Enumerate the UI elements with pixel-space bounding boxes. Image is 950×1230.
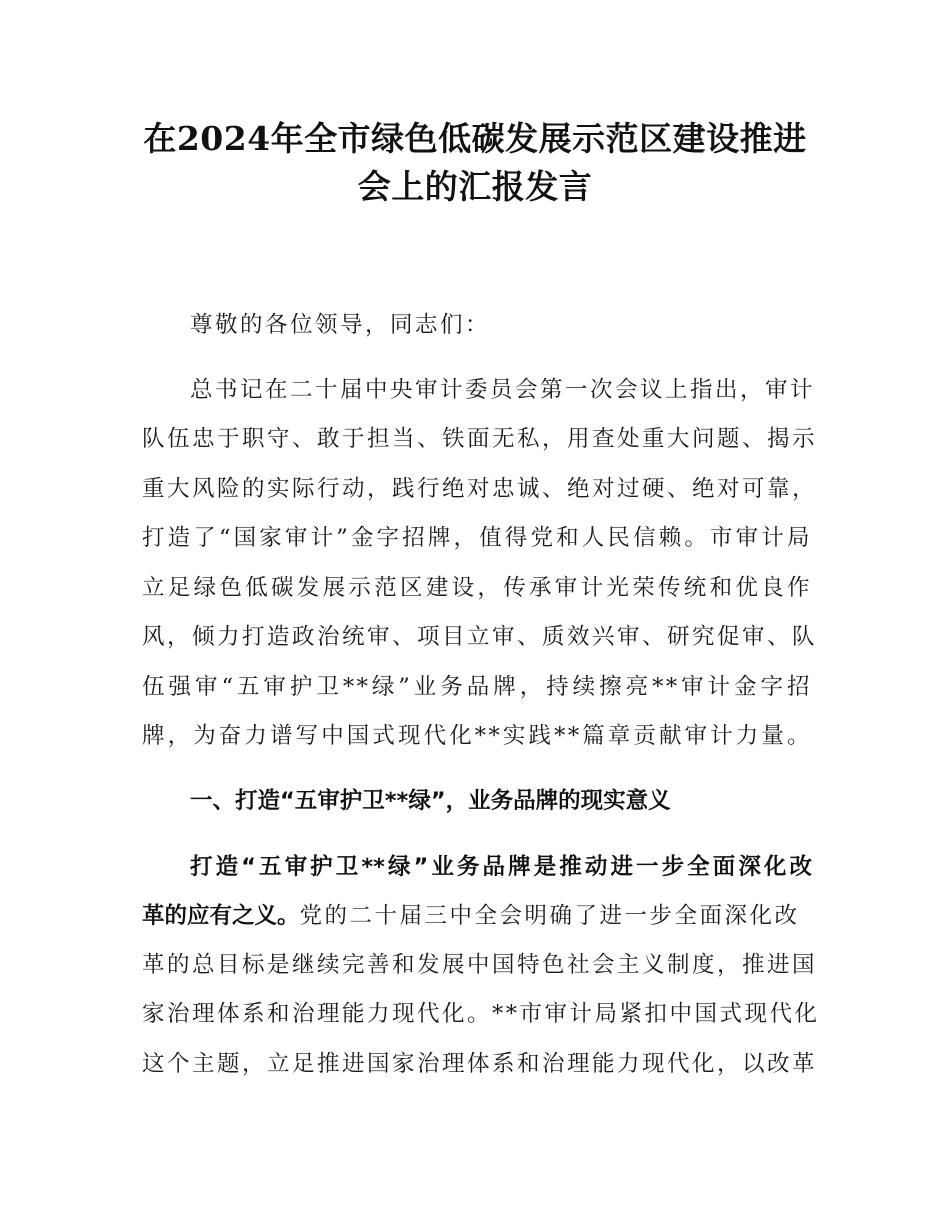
paragraph-2-line-2-text: 党的二十届三中全会明确了进一步全面深化改 — [299, 903, 800, 929]
document-title-line-1: 在2024年全市绿色低碳发展示范区建设推进 — [143, 119, 807, 158]
paragraph-2-line-5: 这个主题，立足推进国家治理体系和治理能力现代化，以改革 — [142, 1051, 818, 1077]
paragraph-2-line-3: 革的总目标是继续完善和发展中国特色社会主义制度，推进国 — [142, 952, 818, 978]
paragraph-1-line-4: 打造了“国家审计”金字招牌，值得党和人民信赖。市审计局 — [142, 525, 812, 551]
paragraph-1-line-6: 风，倾力打造政治统审、项目立审、质效兴审、研究促审、队 — [142, 624, 818, 650]
paragraph-1-line-5: 立足绿色低碳发展示范区建设，传承审计光荣传统和优良作 — [142, 575, 812, 601]
section-1-heading: 一、打造“五审护卫**绿”，业务品牌的现实意义 — [190, 788, 671, 814]
paragraph-1-line-3: 重大风险的实际行动，践行绝对忠诚、绝对过硬、绝对可靠， — [142, 476, 818, 502]
document-title-line-2: 会上的汇报发言 — [357, 167, 593, 206]
paragraph-2-bold-lead-end: 革的应有之义。 — [142, 903, 300, 929]
paragraph-1-line-8: 牌，为奋力谱写中国式现代化**实践**篇章贡献审计力量。 — [142, 723, 812, 749]
paragraph-1-line-1: 总书记在二十届中央审计委员会第一次会议上指出，审计 — [190, 377, 816, 403]
paragraph-2-line-4: 家治理体系和治理能力现代化。**市审计局紧扣中国式现代化 — [142, 1001, 820, 1027]
greeting: 尊敬的各位领导，同志们： — [190, 312, 491, 338]
paragraph-1-line-2: 队伍忠于职守、敢于担当、铁面无私，用查处重大问题、揭示 — [142, 426, 818, 452]
paragraph-2-bold-lead: 打造“五审护卫**绿”业务品牌是推动进一步全面深化改 — [190, 854, 812, 880]
paragraph-2-line-1 — [190, 842, 812, 893]
paragraph-2-line-2 — [142, 891, 812, 942]
paragraph-1-line-7: 伍强审“五审护卫**绿”业务品牌，持续擦亮**审计金字招 — [142, 674, 812, 700]
